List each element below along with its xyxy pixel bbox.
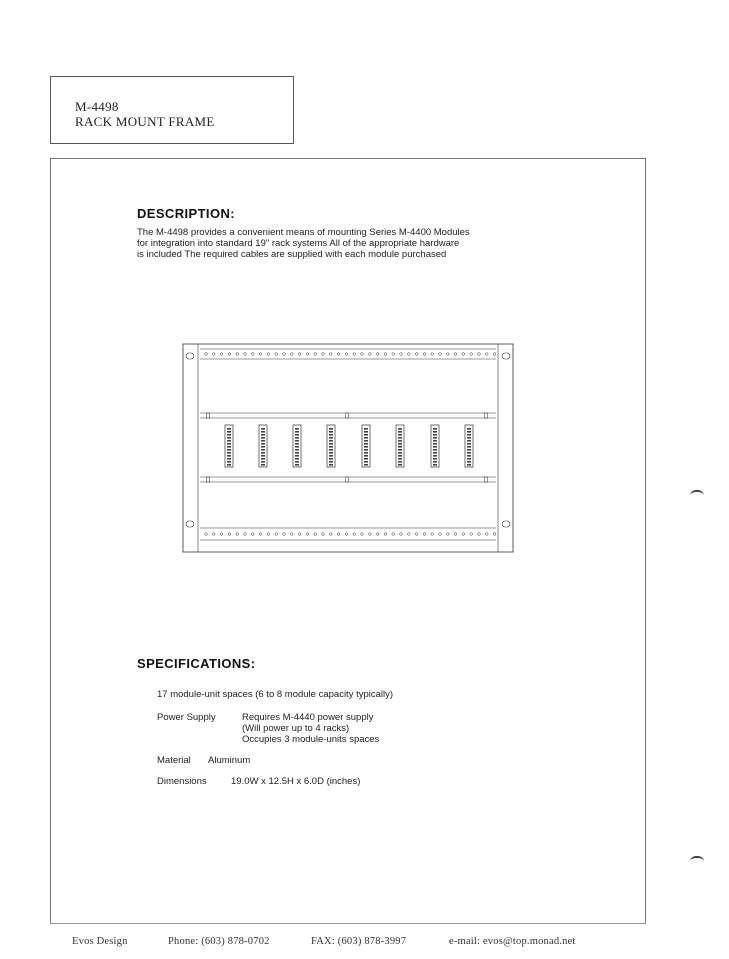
rail-hole: [252, 533, 255, 536]
rail-hole: [291, 533, 294, 536]
rail-bracket: [207, 413, 210, 418]
rail-hole: [283, 533, 286, 536]
title-box: [50, 76, 294, 144]
mount-slot: [502, 521, 510, 527]
connector-pin: [227, 446, 231, 448]
connector-pin: [227, 443, 231, 445]
connector-pin: [227, 434, 231, 436]
connector-pin: [364, 446, 368, 448]
rack-frame-drawing: [182, 343, 514, 553]
mount-slot: [186, 353, 194, 359]
rail-hole: [439, 533, 442, 536]
rail-hole: [400, 353, 403, 356]
connector-pin: [467, 437, 471, 439]
connector-pin: [433, 431, 437, 433]
connector-pin: [261, 434, 265, 436]
footer-company: Evos Design: [72, 936, 128, 947]
connector-pin: [398, 440, 402, 442]
connector-pin: [364, 458, 368, 460]
rail-hole: [415, 353, 418, 356]
frame-border-bottom: [50, 923, 646, 924]
rail-hole: [493, 353, 496, 356]
connector-pin: [433, 437, 437, 439]
rail-hole: [283, 353, 286, 356]
connector-pin: [295, 464, 299, 466]
rail-hole: [345, 353, 348, 356]
rail-hole: [478, 353, 481, 356]
connector-pin: [398, 443, 402, 445]
connector-pin: [329, 446, 333, 448]
specifications-heading: SPECIFICATIONS:: [137, 656, 256, 671]
rail-hole: [345, 533, 348, 536]
power-supply-label: Power Supply: [157, 712, 216, 723]
rail-hole: [236, 353, 239, 356]
description-line: for integration into standard 19" rack systems All of the appropriate hardware: [137, 238, 460, 249]
rail-hole: [322, 353, 325, 356]
connector-pin: [398, 428, 402, 430]
connector-pin: [398, 446, 402, 448]
rail-hole: [220, 533, 223, 536]
rail-hole: [462, 353, 465, 356]
mount-slot: [502, 353, 510, 359]
footer-phone: Phone: (603) 878-0702: [168, 936, 270, 947]
rail-hole: [267, 533, 270, 536]
connector-pin: [295, 461, 299, 463]
rail-hole: [205, 533, 208, 536]
rail-hole: [361, 353, 364, 356]
connector-pin: [261, 437, 265, 439]
description-line: is included The required cables are supplied with each module purchased: [137, 249, 447, 260]
rail-hole: [478, 533, 481, 536]
connector-pin: [364, 434, 368, 436]
connector-pin: [433, 434, 437, 436]
connector-pin: [433, 449, 437, 451]
rail-hole: [376, 533, 379, 536]
rail-hole: [228, 533, 231, 536]
connector-pin: [227, 440, 231, 442]
rail-hole: [337, 533, 340, 536]
connector-pin: [261, 464, 265, 466]
connector-pin: [261, 440, 265, 442]
rail-hole: [423, 533, 426, 536]
connector-pin: [398, 437, 402, 439]
connector-pin: [364, 452, 368, 454]
connector-pin: [329, 449, 333, 451]
connector-pin: [433, 428, 437, 430]
connector-pin: [364, 464, 368, 466]
connector-pin: [398, 449, 402, 451]
rail-hole: [392, 533, 395, 536]
connector-pin: [433, 458, 437, 460]
connector-pin: [261, 449, 265, 451]
connector-pin: [398, 455, 402, 457]
connector-pin: [467, 464, 471, 466]
rail-hole: [252, 353, 255, 356]
connector-pin: [261, 458, 265, 460]
top-rail-holes: [205, 353, 496, 356]
connector-pin: [364, 428, 368, 430]
connector-pin: [261, 452, 265, 454]
dimensions-label: Dimensions: [157, 776, 207, 787]
connector-pin: [364, 455, 368, 457]
connector-pin: [261, 431, 265, 433]
material-value: Aluminum: [208, 755, 251, 766]
mount-slot: [186, 521, 194, 527]
connector-pin: [329, 434, 333, 436]
connector-pin: [467, 452, 471, 454]
rail-hole: [314, 353, 317, 356]
rail-hole: [384, 353, 387, 356]
connector-pin: [227, 464, 231, 466]
connector-pin: [398, 431, 402, 433]
connector-pin: [467, 431, 471, 433]
connector-pin: [364, 443, 368, 445]
rail-hole: [298, 353, 301, 356]
rail-hole: [415, 533, 418, 536]
connector-pin: [329, 464, 333, 466]
connector-pin: [227, 461, 231, 463]
connector-pin: [295, 449, 299, 451]
rail-hole: [220, 353, 223, 356]
rail-hole: [431, 533, 434, 536]
rail-hole: [462, 533, 465, 536]
connector-pin: [261, 446, 265, 448]
connector-pin: [295, 446, 299, 448]
connector-pin: [227, 428, 231, 430]
rail-hole: [244, 533, 247, 536]
connector-pin: [467, 434, 471, 436]
product-name: RACK MOUNT FRAME: [75, 114, 215, 129]
rail-hole: [384, 533, 387, 536]
connector-pin: [398, 464, 402, 466]
connector-pin: [295, 455, 299, 457]
description-line: The M-4498 provides a convenient means of mounting Series M-4400 Modules: [137, 227, 470, 238]
rail-bracket: [346, 477, 349, 482]
rail-hole: [259, 353, 262, 356]
connector-pin: [227, 449, 231, 451]
rail-hole: [298, 533, 301, 536]
connector-pin: [433, 455, 437, 457]
rail-hole: [353, 353, 356, 356]
connector-pin: [467, 449, 471, 451]
rail-hole: [205, 353, 208, 356]
module-connectors: [207, 413, 488, 482]
connector-pin: [433, 443, 437, 445]
rail-hole: [408, 353, 411, 356]
connector-pin: [364, 440, 368, 442]
connector-pin: [329, 440, 333, 442]
connector-pin: [295, 458, 299, 460]
connector-pin: [227, 455, 231, 457]
rail-hole: [337, 353, 340, 356]
connector-pin: [398, 458, 402, 460]
punch-hole-mark: [690, 490, 704, 496]
connector-pin: [467, 443, 471, 445]
description-text: [137, 227, 577, 260]
connector-pin: [364, 449, 368, 451]
connector-pin: [295, 443, 299, 445]
rail-bracket: [485, 477, 488, 482]
footer-fax: FAX: (603) 878-3997: [311, 936, 407, 947]
model-number: M-4498: [75, 99, 119, 114]
rail-hole: [236, 533, 239, 536]
description-heading: DESCRIPTION:: [137, 206, 235, 221]
connector-pin: [227, 458, 231, 460]
connector-pin: [227, 431, 231, 433]
rail-hole: [431, 353, 434, 356]
connector-pin: [467, 458, 471, 460]
rail-hole: [439, 353, 442, 356]
connector-pin: [329, 455, 333, 457]
power-supply-line: (Will power up to 4 racks): [242, 723, 350, 734]
rail-hole: [423, 353, 426, 356]
rail-hole: [376, 353, 379, 356]
frame-border-left: [50, 158, 51, 924]
connector-pin: [433, 452, 437, 454]
rail-hole: [322, 533, 325, 536]
connector-pin: [467, 461, 471, 463]
rail-hole: [392, 353, 395, 356]
bottom-rail-holes: [205, 533, 496, 536]
connector-pin: [227, 452, 231, 454]
connector-pin: [467, 428, 471, 430]
connector-pin: [364, 437, 368, 439]
rail-hole: [447, 533, 450, 536]
rail-hole: [400, 533, 403, 536]
connector-pin: [329, 437, 333, 439]
connector-pin: [295, 434, 299, 436]
material-label: Material: [157, 755, 191, 766]
rail-hole: [353, 533, 356, 536]
connector-pin: [364, 461, 368, 463]
rail-bracket: [207, 477, 210, 482]
connector-pin: [433, 446, 437, 448]
rail-hole: [454, 533, 457, 536]
rail-hole: [275, 533, 278, 536]
connector-pin: [329, 458, 333, 460]
capacity-text: 17 module-unit spaces (6 to 8 module capacity typically): [157, 689, 394, 700]
frame-border-right: [645, 158, 646, 924]
connector-pin: [295, 428, 299, 430]
connector-pin: [261, 461, 265, 463]
connector-pin: [467, 455, 471, 457]
rail-bracket: [346, 413, 349, 418]
rail-hole: [454, 353, 457, 356]
rail-hole: [493, 533, 496, 536]
power-supply-line: Requires M-4440 power supply: [242, 712, 374, 723]
connector-pin: [467, 446, 471, 448]
dimensions-value: 19.0W x 12.5H x 6.0D (inches): [231, 776, 361, 787]
rail-hole: [330, 353, 333, 356]
rail-hole: [361, 533, 364, 536]
connector-pin: [329, 461, 333, 463]
connector-pin: [329, 443, 333, 445]
rail-hole: [369, 353, 372, 356]
connector-pin: [433, 461, 437, 463]
connector-pin: [295, 437, 299, 439]
rail-hole: [267, 353, 270, 356]
connector-pin: [398, 434, 402, 436]
connector-pin: [433, 464, 437, 466]
rail-hole: [306, 353, 309, 356]
rail-hole: [275, 353, 278, 356]
connector-pin: [261, 443, 265, 445]
rail-hole: [244, 353, 247, 356]
rail-hole: [306, 533, 309, 536]
connector-pin: [295, 440, 299, 442]
rail-hole: [486, 353, 489, 356]
connector-pin: [364, 431, 368, 433]
connector-pin: [467, 440, 471, 442]
rail-hole: [228, 353, 231, 356]
connector-pin: [398, 452, 402, 454]
rail-hole: [330, 533, 333, 536]
rail-hole: [291, 353, 294, 356]
rail-hole: [259, 533, 262, 536]
rail-hole: [486, 533, 489, 536]
punch-hole-mark: [690, 856, 704, 862]
rail-hole: [470, 533, 473, 536]
rail-hole: [314, 533, 317, 536]
connector-pin: [329, 431, 333, 433]
connector-pin: [433, 440, 437, 442]
power-supply-line: Occupies 3 module-units spaces: [242, 734, 380, 745]
rail-hole: [369, 533, 372, 536]
connector-pin: [295, 452, 299, 454]
rail-bracket: [485, 413, 488, 418]
rail-hole: [408, 533, 411, 536]
connector-pin: [295, 431, 299, 433]
rail-hole: [213, 353, 216, 356]
connector-pin: [398, 461, 402, 463]
connector-pin: [261, 428, 265, 430]
rail-hole: [447, 353, 450, 356]
connector-pin: [261, 455, 265, 457]
rail-hole: [213, 533, 216, 536]
connector-pin: [329, 428, 333, 430]
connector-pin: [227, 437, 231, 439]
rail-hole: [470, 353, 473, 356]
frame-border-top: [50, 158, 646, 159]
footer-email: e-mail: evos@top.monad.net: [449, 936, 576, 947]
connector-pin: [329, 452, 333, 454]
